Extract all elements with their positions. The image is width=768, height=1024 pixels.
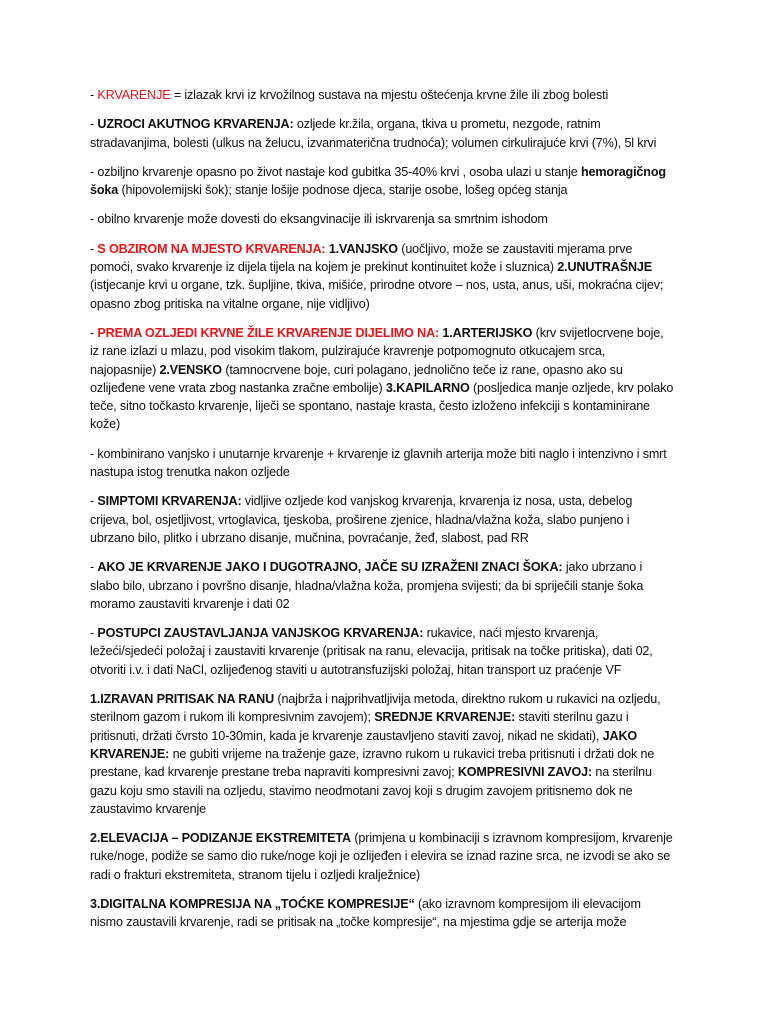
bold-term: 2.UNUTRAŠNJE: [557, 260, 653, 275]
text: -: [90, 88, 98, 102]
paragraph-digital-compression: [90, 895, 674, 932]
section-heading: POSTUPCI ZAUSTAVLJANJA VANJSKOG KRVARENJA:: [97, 626, 424, 641]
section-heading: AKO JE KRVARENJE JAKO I DUGOTRAJNO, JAČE SU IZRAŽENI ZNACI ŠOKA:: [97, 560, 563, 575]
bold-term: 1.VANJSKO: [328, 241, 398, 256]
paragraph-direct-pressure: [90, 690, 674, 818]
text: = izlazak krvi iz krvožilnog sustava na mjestu oštećenja krvne žile ili zbog bolesti: [170, 88, 609, 102]
paragraph-serious-bleeding: [90, 163, 674, 200]
text: ne gubiti vrijeme na traženje gaze, izravno rukom u rukavici treba pritisnuti i držati dok ne prestane, kad krvarenje prestane treba napraviti kompresivni zavoj;: [90, 746, 655, 780]
section-heading: 2.ELEVACIJA – PODIZANJE EKSTREMITETA: [90, 831, 351, 846]
paragraph-causes: [90, 115, 674, 152]
text: na sterilnu gazu koju smo stavili na ozljedu, stavimo neodmotani zavoj koji s drugim zavojem pritisnemo dok ne zaustavimo krvarenje: [90, 765, 652, 816]
text: vidljive ozljede kod vanjskog krvarenja, krvarenja iz nosa, usta, debelog crijeva, bol, osjetljivost, vrtoglavica, tjeskoba, proširene zjenice, hladna/vlažna koža, slabo punjeno i ubrzano bilo, plitko i ubrzano disanje, mučnina, povraćanje, žeđ, slabost, pad RR: [90, 494, 633, 545]
paragraph-heavy-bleeding: [90, 210, 674, 228]
text: rukavice, naći mjesto krvarenja, ležeći/sjedeći položaj i zaustaviti krvarenje (pritisak na ranu, elevacija, pritisak na točke pritiska), dati 02, otvoriti i.v. i dati NaCl, ozlijeđenog staviti u autotransfuzijski položaj, hitan transport uz praćenje VF: [90, 626, 653, 677]
text: -: [90, 626, 98, 641]
text: staviti sterilnu gazu i pritisnuti, držati čvrsto 10-30min, kada je krvarenje zaustavljeno staviti zavoj, nikad ne skidati),: [90, 710, 629, 743]
bold-term: 1.ARTERIJSKO: [442, 325, 533, 340]
text: -: [90, 494, 98, 509]
paragraph-shock-signs: [90, 558, 674, 613]
text: ozljede kr.žila, organa, tkiva u prometu, nezgode, ratnim stradavanjima, bolesti (ulkus na želucu, izvanmaterična trudnoća); volumen cirkulirajuće krvi (7%), 5l krvi: [90, 117, 657, 150]
term-heading: KRVARENJE: [97, 88, 171, 102]
text: -: [90, 325, 98, 340]
section-heading: PREMA OZLJEDI KRVNE ŽILE KRVARENJE DIJELIMO NA:: [97, 325, 440, 340]
paragraph-combined-bleeding: [90, 445, 674, 482]
bold-term: KOMPRESIVNI ZAVOJ:: [457, 765, 593, 780]
section-heading: SIMPTOMI KRVARENJA:: [97, 494, 242, 509]
bold-term: 2.VENSKO: [159, 362, 222, 377]
section-heading: 3.DIGITALNA KOMPRESIJA NA „TOĆKE KOMPRESIJE“: [90, 896, 415, 911]
text: jako ubrzano i slabo bilo, ubrzano i površno disanje, hladna/vlažna koža, promjena svijesti; da bi spriječili stanje šoka moramo zaustaviti krvarenje i dati 02: [90, 560, 644, 611]
text: (najbrža i najprihvatljivija metoda, direktno rukom u rukavici na ozljedu, sterilnom gazom i rukom ili kompresivnim zavojem);: [90, 692, 661, 725]
section-heading: UZROCI AKUTNOG KRVARENJA:: [97, 117, 294, 132]
text: (istjecanje krvi u organe, tzk. šupljine, tkiva, mišiće, prirodne otvore – nos, usta, anus, uši, mokraćna cijev; opasno zbog pritiska na vitalne organe, nije vidljivo): [90, 278, 664, 311]
paragraph-symptoms: [90, 492, 674, 547]
text: (hipovolemijski šok); stanje lošije podnose djeca, starije osobe, lošeg općeg stanja: [118, 183, 568, 198]
paragraph-elevation: [90, 829, 674, 884]
paragraph-procedures: [90, 624, 674, 679]
text: (ako izravnom kompresijom ili elevacijom nismo zaustavili krvarenje, radi se pritisak na „točke kompresije“, na mjestima gdje se arterija može: [90, 896, 641, 930]
text: (primjena u kombinaciji s izravnom kompresijom, krvarenje ruke/noge, podiže se samo dio ruke/noge koji je ozlijeđen i elevira se iznad razine srca, ne izvodi se ako se radi o frakturi ekstremiteta, stranom tijelu i ozljedi kralježnice): [90, 831, 673, 882]
text: -: [90, 117, 98, 132]
text: -: [90, 241, 98, 256]
text: -: [90, 560, 98, 575]
text: - ozbiljno krvarenje opasno po život nastaje kod gubitka 35-40% krvi , osoba ulazi u stanje: [90, 164, 581, 179]
section-heading: 1.IZRAVAN PRITISAK NA RANU: [90, 692, 275, 707]
text: (tamnocrvene boje, curi polagano, jednolično teče iz rane, opasno ako su ozlijeđene vene vrata zbog nastanka zračne embolije): [90, 362, 623, 395]
text: (posljedica manje ozljede, krv polako teče, sitno točkasto krvarenje, liječi se spontano, nastaje krasta, često izloženo infekciji s kontaminirane kože): [90, 380, 674, 432]
section-heading: S OBZIROM NA MJESTO KRVARENJA:: [97, 241, 326, 256]
bold-term: SREDNJE KRVARENJE:: [374, 710, 516, 725]
text: (uočljivo, može se zaustaviti mjerama prve pomoći, svako krvarenje iz dijela tijela na kojem je prekinut kontinuitet kože i sluznica): [90, 241, 633, 275]
text: - kombinirano vanjsko i unutarnje krvarenje + krvarenje iz glavnih arterija može biti naglo i intenzivno i smrt nastupa istog trenutka nakon ozljede: [90, 446, 667, 480]
bold-term: JAKO KRVARENJE:: [90, 728, 638, 761]
bold-term: 3.KAPILARNO: [385, 380, 470, 395]
text: (krv svijetlocrvene boje, iz rane izlazi u mlazu, pod visokim tlakom, pulzirajuće kravrenje potpomognuto otkucajem srca, najopasnije): [90, 325, 664, 377]
text: - obilno krvarenje može dovesti do eksangvinacije ili iskrvarenja sa smrtnim ishodom: [90, 212, 548, 227]
bold-term: hemoragičnog šoka: [90, 164, 666, 198]
paragraph-by-location: [90, 240, 674, 313]
paragraph-by-vessel: [90, 324, 674, 434]
paragraph-definition: [90, 86, 674, 104]
